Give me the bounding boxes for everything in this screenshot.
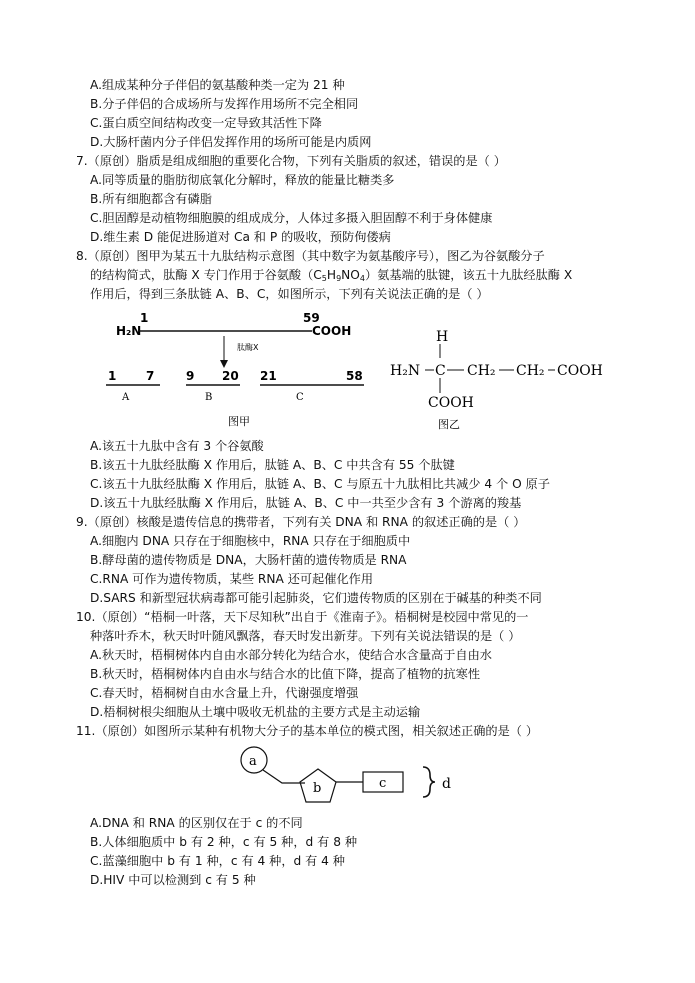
ch2-label-1: CH₂ [467,363,496,379]
q8-stem-line1: 8.（原创）图甲为某五十九肽结构示意图（其中数字为氨基酸序号），图乙为谷氨酸分子 [76,249,545,263]
formula-h: H [326,268,337,282]
subscript: 4 [359,274,365,283]
q7-option-c: C.胆固醇是动植物细胞膜的组成成分，人体过多摄入胆固醇不利于身体健康 [90,211,493,225]
q9-stem: 9.（原创）核酸是遗传信息的携带者，下列有关 DNA 和 RNA 的叙述正确的是（ ） [76,515,526,529]
residue-59-label: 59 [303,311,320,325]
cooh-bottom-label: COOH [428,395,474,411]
q7-option-b: B.所有细胞都含有磷脂 [90,192,212,206]
ch2-label-2: CH₂ [516,363,545,379]
h2n-label: H₂N [390,363,421,379]
chain-b-start: 9 [186,369,195,383]
q7-option-a: A.同等质量的脂肪彻底氧化分解时，释放的能量比糖类多 [90,173,395,187]
brace-icon [423,767,435,797]
figure-yi [388,325,618,435]
label-a: a [249,754,257,769]
q11-option-a: A.DNA 和 RNA 的区别仅在于 c 的不同 [90,816,303,830]
subscript: 9 [336,274,342,283]
chain-c-label: C [296,392,304,403]
q6-option-c: C.蛋白质空间结构改变一定导致其活性下降 [90,116,322,130]
down-arrow-icon [220,360,228,368]
q8-option-d: D.该五十九肽经肽酶 X 作用后，肽链 A、B、C 中一共至少含有 3 个游离的羧基 [90,496,522,510]
figure-jia [110,308,380,430]
q10-option-d: D.梧桐树根尖细胞从土壤中吸收无机盐的主要方式是主动运输 [90,705,421,719]
alpha-carbon-label: C [435,363,446,379]
label-b: b [313,781,322,796]
q11-option-d: D.HIV 中可以检测到 c 有 5 种 [90,873,256,887]
chain-a-label: A [122,392,130,403]
q9-option-c: C.RNA 可作为遗传物质，某些 RNA 还可起催化作用 [90,572,374,586]
residue-1-label: 1 [140,311,149,325]
chain-c-start: 21 [260,369,277,383]
q8-option-b: B.该五十九肽经肽酶 X 作用后，肽链 A、B、C 中共含有 55 个肽键 [90,458,455,472]
q8-option-a: A.该五十九肽中含有 3 个谷氨酸 [90,439,264,453]
chain-a-start: 1 [108,369,117,383]
q8-stem-text: 的结构简式，肽酶 X 专门作用于谷氨酸（C [90,268,322,282]
q11-stem: 11.（原创）如图所示某种有机物大分子的基本单位的模式图，相关叙述正确的是（ ） [76,724,539,738]
q9-option-a: A.细胞内 DNA 只存在于细胞核中，RNA 只存在于细胞质中 [90,534,411,548]
figure-yi-caption: 图乙 [438,418,460,431]
hydrogen-label: H [436,329,449,345]
chain-b-end: 20 [222,369,239,383]
label-d: d [442,776,451,792]
chain-a-end: 7 [146,369,155,383]
cooh-side-label: COOH [557,363,603,379]
q10-stem-line1: 10.（原创）“梧桐一叶落，天下尽知秋”出自于《淮南子》。梧桐树是校园中常见的一 [76,610,529,624]
q7-stem: 7.（原创）脂质是组成细胞的重要化合物，下列有关脂质的叙述，错误的是（ ） [76,154,506,168]
q8-stem-text: ）氨基端的肽键，该五十九肽经肽酶 X [364,268,573,282]
nucleotide-diagram [230,745,470,807]
q10-stem-line2: 种落叶乔木，秋天时叶随风飘落，春天时发出新芽。下列有关说法错误的是（ ） [90,629,521,643]
q10-option-b: B.秋天时，梧桐树体内自由水与结合水的比值下降，提高了植物的抗寒性 [90,667,481,681]
q11-option-b: B.人体细胞质中 b 有 2 种，c 有 5 种，d 有 8 种 [90,835,358,849]
enzyme-label: 肽酶X [237,343,259,352]
q7-option-d: D.维生素 D 能促进肠道对 Ca 和 P 的吸收，预防佝偻病 [90,230,391,244]
q9-option-d: D.SARS 和新型冠状病毒都可能引起肺炎，它们遗传物质的区别在于碱基的种类不同 [90,591,542,605]
chain-b-label: B [205,392,213,403]
label-c: c [379,776,387,791]
figure-jia-caption: 图甲 [228,415,250,428]
q6-option-b: B.分子伴侣的合成场所与发挥作用场所不完全相同 [90,97,359,111]
q8-option-c: C.该五十九肽经肽酶 X 作用后，肽链 A、B、C 与原五十九肽相比共减少 4 个 O 原子 [90,477,550,491]
cooh-label: COOH [312,324,352,338]
h2n-label: H₂N [116,324,142,338]
q8-stem-line3: 作用后，得到三条肽链 A、B、C，如图所示，下列有关说法正确的是（ ） [90,287,489,301]
q6-option-a: A.组成某种分子伴侣的氨基酸种类一定为 21 种 [90,78,345,92]
q6-option-d: D.大肠杆菌内分子伴侣发挥作用的场所可能是内质网 [90,135,372,149]
chain-c-end: 58 [346,369,363,383]
q11-option-c: C.蓝藻细胞中 b 有 1 种，c 有 4 种，d 有 4 种 [90,854,345,868]
bond-line [263,770,305,783]
subscript: 5 [321,274,327,283]
formula-no: NO [341,268,360,282]
q10-option-a: A.秋天时，梧桐树体内自由水部分转化为结合水，使结合水含量高于自由水 [90,648,492,662]
q9-option-b: B.酵母菌的遗传物质是 DNA，大肠杆菌的遗传物质是 RNA [90,553,407,567]
q10-option-c: C.春天时，梧桐树自由水含量上升，代谢强度增强 [90,686,359,700]
